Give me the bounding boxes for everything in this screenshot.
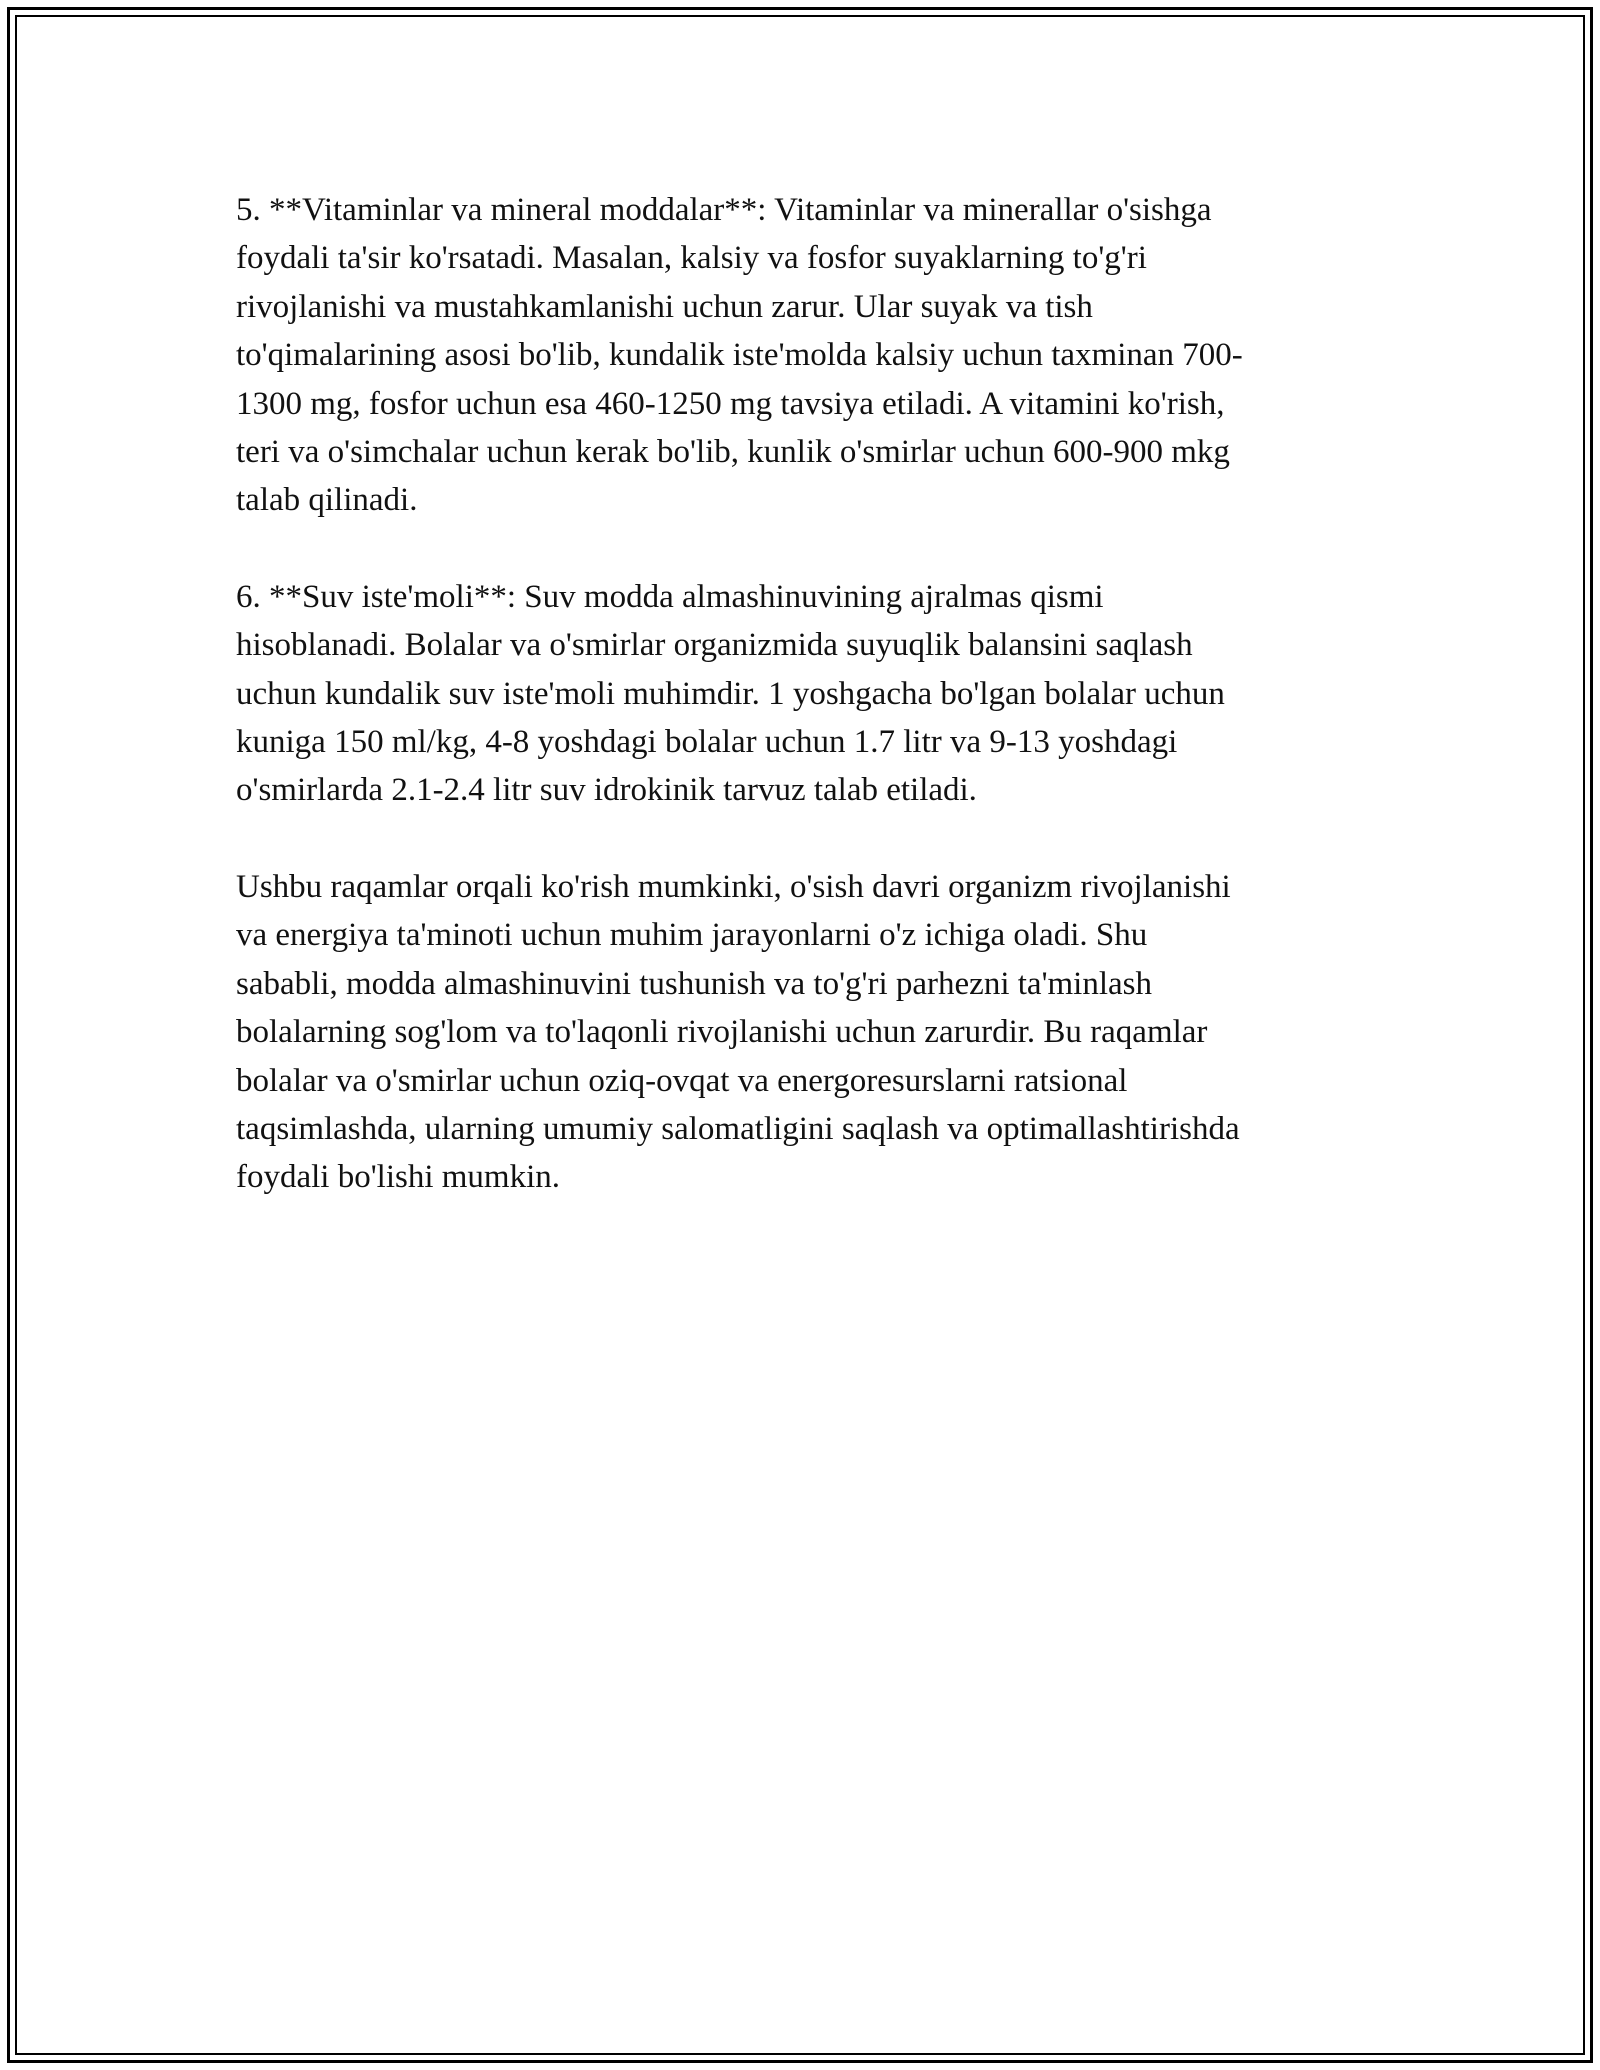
text-line: 6. **Suv iste'moli**: Suv modda almashinuvining ajralmas qismi <box>236 578 1104 615</box>
text-line: foydali bo'lishi mumkin. <box>236 1159 561 1196</box>
paragraph-conclusion <box>236 863 1376 1202</box>
paragraph-vitamins <box>236 186 1376 525</box>
text-line: bolalarning sog'lom va to'laqonli rivojlanishi uchun zarurdir. Bu raqamlar <box>236 1014 1208 1051</box>
text-line: teri va o'simchalar uchun kerak bo'lib, kunlik o'smirlar uchun 600-900 mkg <box>236 434 1230 471</box>
text-line: 5. **Vitaminlar va mineral moddalar**: Vitaminlar va minerallar o'sishga <box>236 192 1212 228</box>
text-line: rivojlanishi va mustahkamlanishi uchun zarur. Ular suyak va tish <box>236 288 1093 325</box>
text-line: hisoblanadi. Bolalar va o'smirlar organizmida suyuqlik balansini saqlash <box>236 627 1193 664</box>
text-line: foydali ta'sir ko'rsatadi. Masalan, kalsiy va fosfor suyaklarning to'g'ri <box>236 240 1147 277</box>
text-line: kuniga 150 ml/kg, 4-8 yoshdagi bolalar uchun 1.7 litr va 9-13 yoshdagi <box>236 724 1178 761</box>
text-line: va energiya ta'minoti uchun muhim jarayonlarni o'z ichiga oladi. Shu <box>236 917 1148 954</box>
text-line: bolalar va o'smirlar uchun oziq-ovqat va energoresurslarni ratsional <box>236 1062 1128 1099</box>
text-line: 1300 mg, fosfor uchun esa 460-1250 mg tavsiya etiladi. A vitamini ko'rish, <box>236 385 1225 422</box>
document-body <box>236 186 1376 1250</box>
text-line: o'smirlarda 2.1-2.4 litr suv idrokinik tarvuz talab etiladi. <box>236 772 977 809</box>
paragraph-water <box>236 573 1376 815</box>
text-line: to'qimalarining asosi bo'lib, kundalik iste'molda kalsiy uchun taxminan 700- <box>236 337 1243 374</box>
text-line: Ushbu raqamlar orqali ko'rish mumkinki, o'sish davri organizm rivojlanishi <box>236 868 1231 905</box>
text-line: talab qilinadi. <box>236 482 418 519</box>
text-line: sababli, modda almashinuvini tushunish va to'g'ri parhezni ta'minlash <box>236 965 1153 1002</box>
text-line: taqsimlashda, ularning umumiy salomatligini saqlash va optimallashtirishda <box>236 1110 1240 1147</box>
text-line: uchun kundalik suv iste'moli muhimdir. 1 yoshgacha bo'lgan bolalar uchun <box>236 675 1225 712</box>
